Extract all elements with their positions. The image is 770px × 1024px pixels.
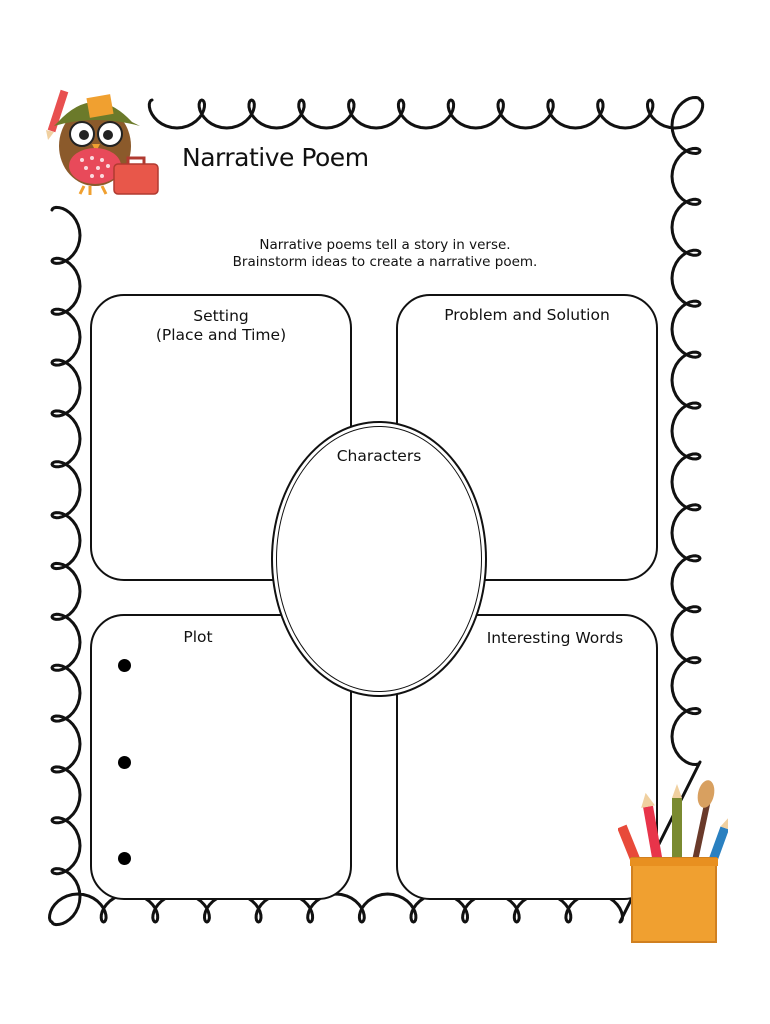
plot-bullet-3 <box>118 852 131 865</box>
owl-illustration <box>40 84 165 199</box>
briefcase-icon <box>114 158 158 194</box>
intro-line-1: Narrative poems tell a story in verse. <box>259 237 511 253</box>
pencil-cup-illustration <box>618 772 728 947</box>
page-title: Narrative Poem <box>182 143 369 172</box>
problem-solution-label: Problem and Solution <box>444 306 610 324</box>
setting-label: Setting <box>193 307 249 325</box>
plot-bullet-2 <box>118 756 131 769</box>
plot-bullet-1 <box>118 659 131 672</box>
intro-line-2: Brainstorm ideas to create a narrative poem. <box>232 254 538 270</box>
setting-sublabel: (Place and Time) <box>155 326 287 344</box>
characters-label: Characters <box>336 447 422 465</box>
cup-icon <box>632 858 716 942</box>
characters-oval[interactable] <box>271 421 487 697</box>
interesting-words-label: Interesting Words <box>486 629 624 647</box>
plot-label: Plot <box>183 628 213 646</box>
